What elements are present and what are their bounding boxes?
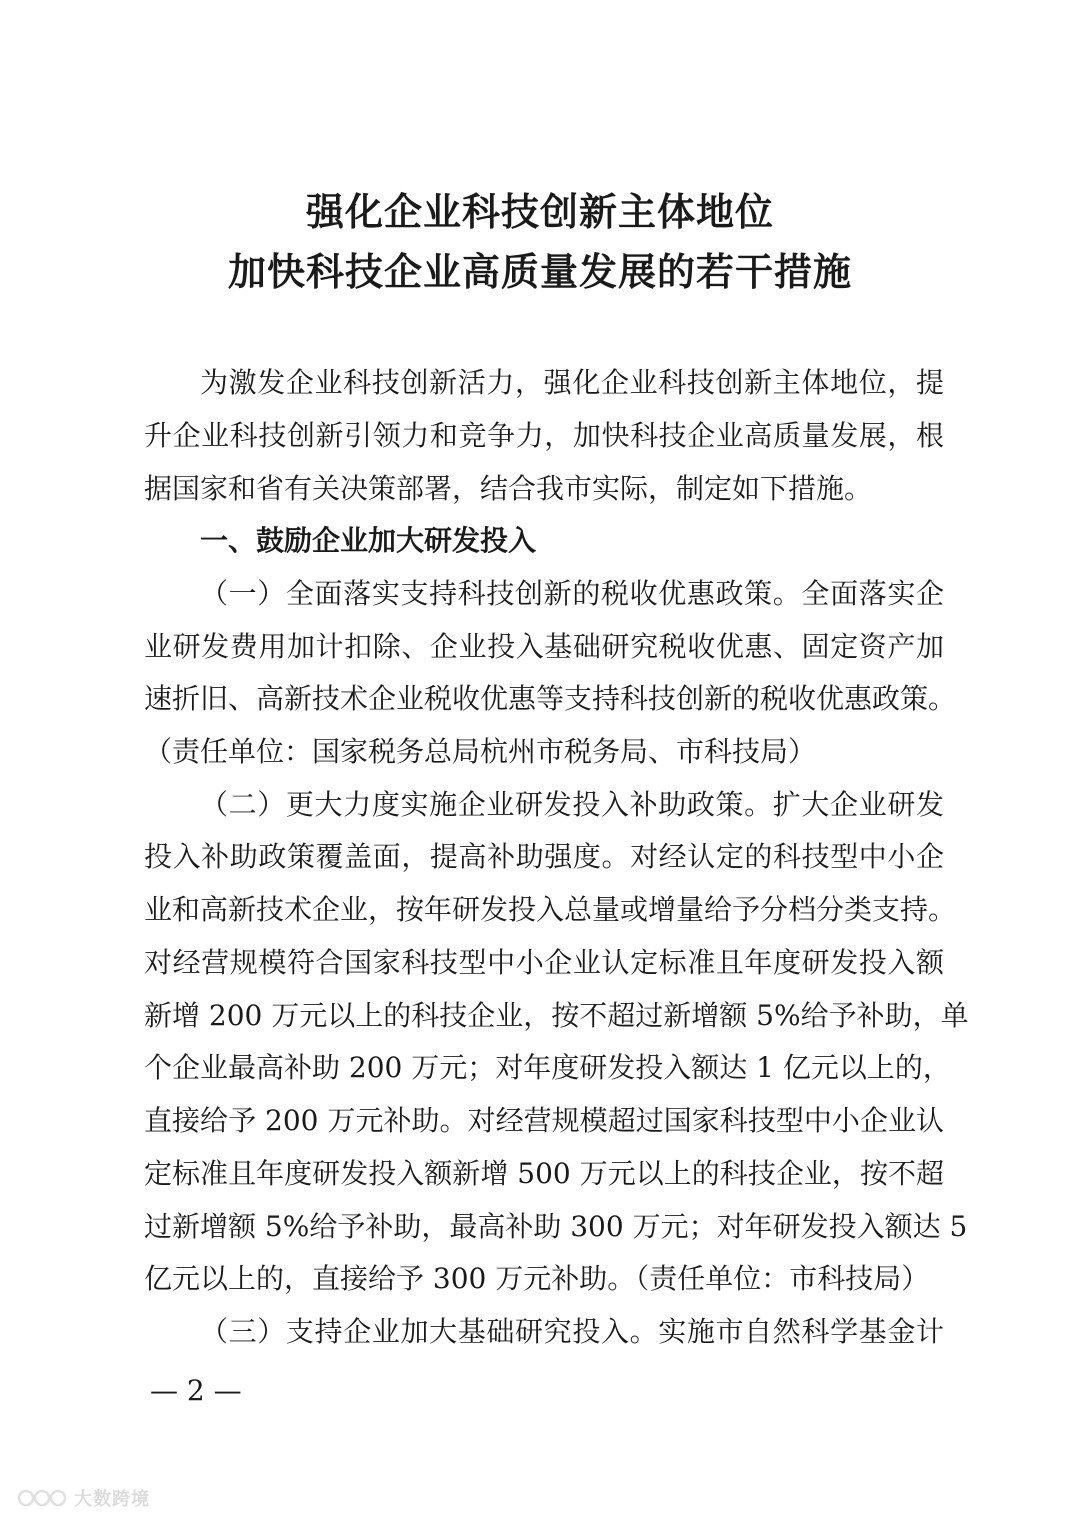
intro-line: 据国家和省有关决策部署，结合我市实际，制定如下措施。 [144, 472, 873, 505]
watermark-text: 大数跨境 [74, 1489, 150, 1510]
paragraph-line: 新增 200 万元以上的科技企业，按不超过新增额 5%给予补助，单 [144, 999, 969, 1032]
logo-icon [16, 1488, 68, 1508]
paragraph-line: 个企业最高补助 200 万元；对年度研发投入额达 1 亿元以上的， [144, 1051, 951, 1084]
paragraph-line: 过新增额 5%给予补助，最高补助 300 万元；对年研发投入额达 5 [144, 1210, 968, 1243]
intro-line: 升企业科技创新引领力和竞争力，加快科技企业高质量发展，根 [144, 419, 944, 452]
intro-line: 为激发企业科技创新活力，强化企业科技创新主体地位，提 [200, 366, 944, 399]
paragraph-line: 对经营规模符合国家科技型中小企业认定标准且年度研发投入额 [144, 946, 944, 979]
paragraph-line: 投入补助政策覆盖面，提高补助强度。对经认定的科技型中小企 [144, 840, 944, 873]
paragraph-line: （责任单位：国家税务总局杭州市税务局、市科技局） [144, 735, 817, 768]
paragraph-line: 业和高新技术企业，按年研发投入总量或增量给予分档分类支持。 [144, 893, 957, 926]
paragraph-line: 直接给予 200 万元补助。对经营规模超过国家科技型中小企业认 [144, 1104, 944, 1137]
section-heading: 一、鼓励企业加大研发投入 [200, 524, 537, 557]
document-title-line2: 加快科技企业高质量发展的若干措施 [227, 249, 852, 294]
paragraph-line: 定标准且年度研发投入额新增 500 万元以上的科技企业，按不超 [144, 1157, 944, 1190]
paragraph-line: （三）支持企业加大基础研究投入。实施市自然科学基金计 [200, 1315, 944, 1348]
paragraph-line: （一）全面落实支持科技创新的税收优惠政策。全面落实企 [200, 577, 944, 610]
paragraph-line: 业研发费用加计扣除、企业投入基础研究税收优惠、固定资产加 [144, 630, 944, 663]
paragraph-line: （二）更大力度实施企业研发投入补助政策。扩大企业研发 [200, 788, 944, 821]
document-title-line1: 强化企业科技创新主体地位 [305, 189, 774, 234]
page-number: — 2 — [150, 1374, 242, 1407]
watermark [16, 1484, 150, 1512]
paragraph-line: 亿元以上的，直接给予 300 万元补助。（责任单位：市科技局） [144, 1262, 930, 1295]
paragraph-line: 速折旧、高新技术企业税收优惠等支持科技创新的税收优惠政策。 [144, 682, 957, 715]
